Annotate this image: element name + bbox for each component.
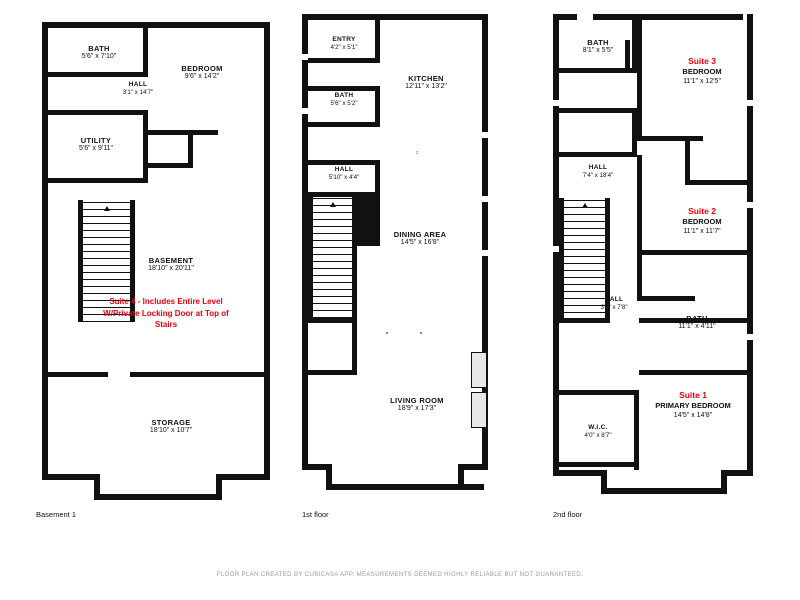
room-label-storage: STORAGE 18'10" x 10'7": [149, 418, 193, 435]
wall: [308, 370, 357, 375]
wall: [308, 14, 313, 20]
wall: [559, 198, 564, 320]
room-label-basement: BASEMENT 18'10" x 20'11": [148, 256, 194, 273]
wall: [559, 390, 639, 395]
wall: [685, 180, 753, 185]
wall: [143, 110, 148, 183]
wall: [482, 202, 488, 250]
plan-marker: [386, 332, 388, 334]
plan-marker: z: [416, 150, 419, 156]
room-label-bath-lower: BATH 11'1" x 4'11": [678, 314, 716, 331]
wall: [352, 318, 357, 374]
wall: [601, 488, 727, 494]
room-label-wic: W.I.C. 4'0" x 8'7": [584, 424, 612, 440]
wall: [721, 470, 727, 494]
plan-second-floor: [535, 0, 785, 540]
wall: [148, 163, 193, 168]
suite-label-2: Suite 2 BEDROOM 11'1" x 11'7": [682, 206, 722, 235]
wall: [458, 464, 464, 490]
wall: [482, 14, 488, 132]
room-label-hall: HALL 3'1" x 14'7": [122, 81, 154, 97]
stair-direction-arrow: [330, 202, 336, 207]
plan-first-floor: [288, 0, 528, 540]
wall: [747, 106, 753, 202]
wall: [308, 318, 357, 323]
wall: [143, 28, 148, 77]
wall: [639, 370, 753, 375]
room-label-bedroom: BEDROOM 9'6" x 14'2": [181, 64, 223, 81]
wall: [42, 22, 270, 28]
wall: [637, 14, 642, 140]
wall: [264, 22, 270, 480]
room-label-living-room: LIVING ROOM 18'9" x 17'3": [390, 396, 444, 413]
room-label-hall-lower: HALL 3'0" x 7'8": [600, 296, 628, 312]
room-label-utility: UTILITY 5'6" x 9'11": [79, 136, 113, 153]
wall: [553, 470, 607, 476]
suite-label-1: Suite 1 PRIMARY BEDROOM 14'5" x 14'8": [655, 390, 731, 419]
wall: [559, 108, 637, 113]
floor-caption-first: 1st floor: [302, 510, 329, 519]
wall: [639, 250, 753, 255]
wall: [302, 374, 308, 470]
plan-marker: [420, 332, 422, 334]
wall: [308, 122, 380, 127]
window-hatch: [471, 392, 487, 428]
stair-direction-arrow: [104, 206, 110, 211]
footer-disclaimer: FLOOR PLAN CREATED BY CUBICASA APP. MEASUREMENTS DEEMED HIGHLY RELIABLE BUT NOT GUARANTEED.: [216, 572, 584, 578]
wall: [637, 136, 703, 141]
wall: [308, 160, 380, 165]
suite-label-3: Suite 3 BEDROOM 11'1" x 12'5": [682, 56, 722, 85]
wall: [48, 372, 108, 377]
annotation-suite-4: Suite 4 - Includes Entire Level W/Private Locking Door at Top of Stairs: [103, 297, 229, 330]
wall: [302, 60, 308, 108]
wall: [302, 14, 308, 54]
floor-caption-basement: Basement 1: [36, 510, 77, 519]
wall: [308, 58, 380, 63]
wall: [148, 130, 218, 135]
room-label-bath: BATH 5'6" x 7'10": [81, 44, 117, 61]
room-label-hall: HALL 5'10" x 4'4": [328, 166, 360, 182]
wall: [637, 155, 642, 300]
wall: [42, 474, 100, 480]
wall: [130, 372, 270, 377]
wall: [559, 462, 639, 467]
wall: [94, 494, 222, 500]
room-label-dining-area: DINING AREA 14'5" x 16'8": [393, 230, 447, 247]
wall: [593, 14, 743, 20]
plan-basement: [20, 0, 270, 540]
wall: [42, 22, 48, 480]
wall: [308, 86, 380, 91]
window-hatch: [471, 352, 487, 388]
room-label-bath: BATH 5'6" x 5'2": [330, 92, 358, 108]
wall: [559, 152, 637, 157]
wall: [482, 138, 488, 196]
wall: [78, 200, 83, 322]
stairs: [312, 198, 356, 322]
room-label-kitchen: KITCHEN 12'11" x 13'2": [405, 74, 447, 91]
wall: [482, 256, 488, 366]
wall: [302, 14, 488, 20]
stair-direction-arrow: [582, 203, 588, 208]
wall: [553, 14, 559, 100]
wall: [216, 474, 270, 480]
room-label-bath-upper: BATH 8'1" x 5'5": [582, 38, 614, 55]
wall: [559, 318, 610, 323]
wall: [48, 110, 148, 115]
room-label-entry: ENTRY 4'2" x 5'1": [330, 36, 358, 52]
wall: [48, 178, 148, 183]
wall: [308, 196, 313, 322]
room-label-hall-upper: HALL 7'4" x 18'4": [582, 164, 614, 180]
wall: [685, 136, 690, 184]
wall: [48, 72, 148, 77]
floor-caption-second: 2nd floor: [553, 510, 583, 519]
